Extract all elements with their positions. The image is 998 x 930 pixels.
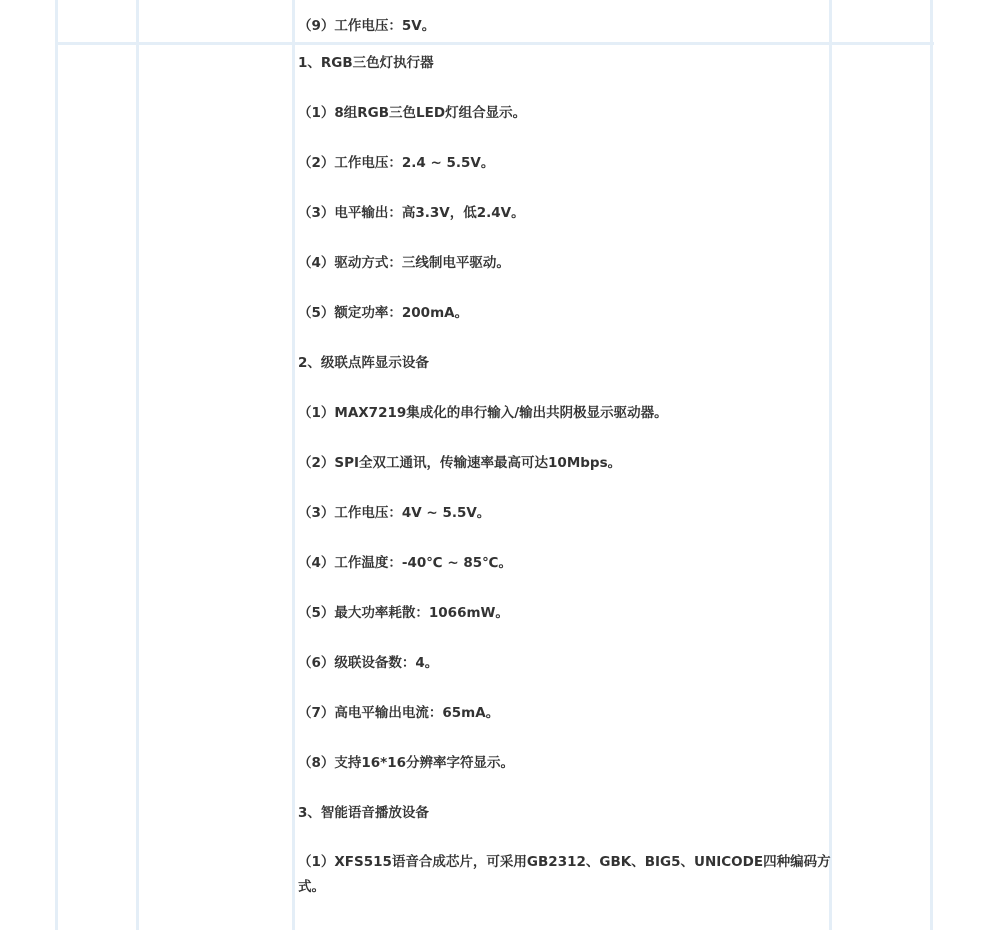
spec-paragraph: （1）XFS515语音合成芯片，可采用GB2312、GBK、BIG5、UNICODE四种编码方式。: [298, 854, 831, 895]
spec-line: （4）工作温度：-40℃ ~ 85℃。: [298, 555, 512, 571]
spec-line: （2）SPI全双工通讯，传输速率最高可达10Mbps。: [298, 455, 622, 471]
spec-line: （4）驱动方式：三线制电平驱动。: [298, 255, 510, 271]
spec-line: （2）工作电压：2.4 ~ 5.5V。: [298, 155, 495, 171]
spec-line: （7）高电平输出电流：65mA。: [298, 705, 500, 721]
spec-line: （8）支持16*16分辨率字符显示。: [298, 755, 515, 771]
prev-row-text: （9）工作电压：5V。: [298, 18, 436, 34]
spec-line: （5）额定功率：200mA。: [298, 305, 469, 321]
column-border: [829, 0, 832, 930]
section-heading: 2、级联点阵显示设备: [298, 355, 429, 371]
spec-line: （3）工作电压：4V ~ 5.5V。: [298, 505, 491, 521]
column-border: [930, 0, 933, 930]
spec-line: （6）级联设备数：4。: [298, 655, 439, 671]
section-heading: 3、智能语音播放设备: [298, 805, 429, 821]
spec-line: （3）电平输出：高3.3V，低2.4V。: [298, 205, 525, 221]
spec-line: （1）8组RGB三色LED灯组合显示。: [298, 105, 527, 121]
column-border: [292, 0, 295, 930]
spec-line: （5）最大功率耗散：1066mW。: [298, 605, 509, 621]
row-border: [55, 42, 934, 45]
section-heading: 1、RGB三色灯执行器: [298, 55, 434, 71]
column-border: [55, 0, 58, 930]
column-border: [136, 0, 139, 930]
spec-line: （1）MAX7219集成化的串行输入/输出共阴极显示驱动器。: [298, 405, 668, 421]
